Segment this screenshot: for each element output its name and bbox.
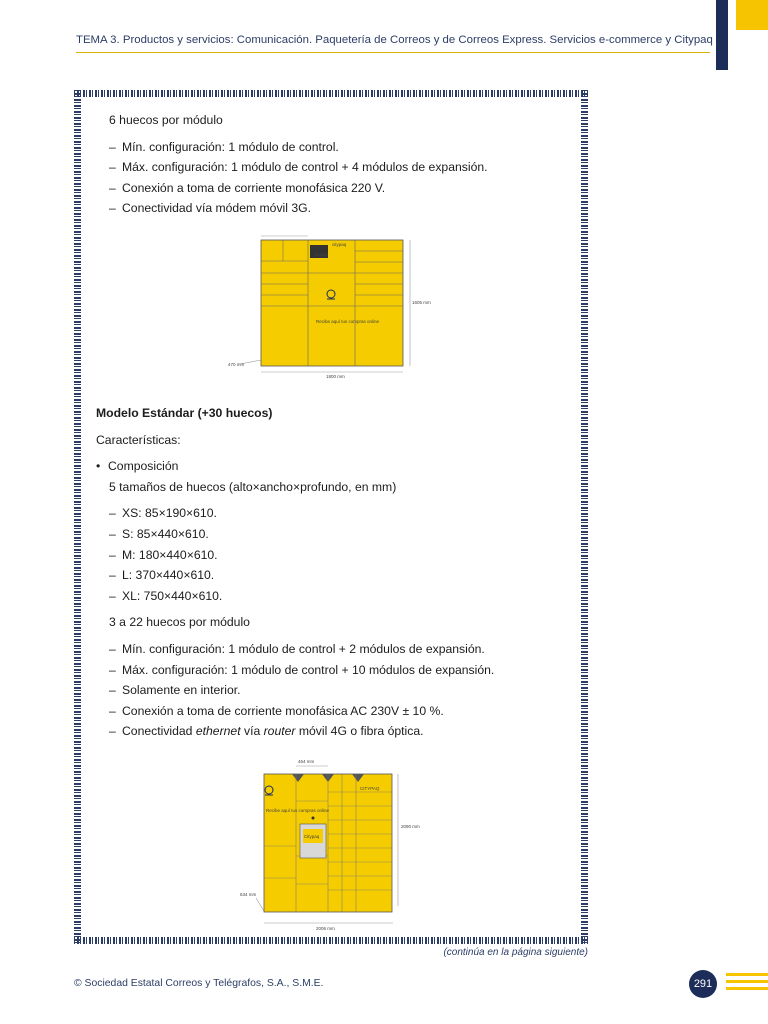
frame-edge-bottom	[74, 937, 588, 944]
list-item: – Máx. configuración: 1 módulo de control + 10 módulos de expansión.	[109, 662, 495, 677]
list-item: – Mín. configuración: 1 módulo de control.	[109, 139, 339, 154]
characteristics-label: Características:	[96, 432, 181, 447]
footer-copyright: © Sociedad Estatal Correos y Telégrafos, S.A., S.M.E.	[74, 978, 324, 989]
frame-edge-right	[581, 90, 588, 944]
screen-label: Citypaq	[304, 834, 320, 839]
depth-label: 470 mm	[228, 362, 245, 367]
width-label: 1800 mm	[326, 374, 345, 379]
width-label: 2006 mm	[316, 926, 335, 931]
list-item: – L: 370×440×610.	[109, 568, 215, 583]
footer-decoration	[726, 973, 768, 994]
list-item: – M: 180×440×610.	[109, 547, 218, 562]
locker-figure-standard	[238, 756, 438, 934]
list-item: – Máx. configuración: 1 módulo de control + 4 módulos de expansión.	[109, 160, 488, 175]
list-item: – Solamente en interior.	[109, 683, 241, 698]
brand-label: citypaq	[332, 242, 347, 247]
list-item: – Conectividad vía módem móvil 3G.	[109, 201, 311, 216]
corner-yellow-block	[736, 0, 768, 30]
height-label: 2090 mm	[401, 824, 420, 829]
connectivity-item: – Conectividad ethernet vía router móvil 4G o fibra óptica.	[109, 724, 424, 739]
list-item: – Mín. configuración: 1 módulo de control + 2 módulos de expansión.	[109, 641, 485, 656]
screen-label: citypaq	[314, 252, 329, 257]
locker-figure-small	[226, 228, 438, 380]
list-item: – XL: 750×440×610.	[109, 588, 223, 603]
page-number: 291	[689, 970, 717, 998]
holes-per-module-1: 6 huecos por módulo	[109, 113, 223, 127]
corner-navy-bar	[716, 0, 728, 70]
panel-text: Recibe aquí tus compras online	[266, 808, 330, 813]
list-item: – XS: 85×190×610.	[109, 506, 217, 521]
list-item: – Conexión a toma de corriente monofásica 220 V.	[109, 180, 386, 195]
panel-text: Recibe aquí tus compras online	[316, 319, 380, 324]
depth-label: 634 mm	[240, 892, 257, 897]
list-item: – Conexión a toma de corriente monofásica AC 230V ± 10 %.	[109, 703, 444, 718]
height-label: 1605 mm	[412, 300, 431, 305]
content-top	[96, 110, 576, 219]
top-dim-label: 464 mm	[298, 759, 315, 764]
sizes-intro: 5 tamaños de huecos (alto×ancho×profundo, en mm)	[109, 479, 397, 494]
running-header: TEMA 3. Productos y servicios: Comunicación. Paquetería de Correos y de Correos Express. Servicios e-commerce y Citypaq	[76, 34, 713, 46]
frame-edge-left	[74, 90, 81, 944]
content-middle	[96, 403, 576, 742]
composition-item: • Composición	[96, 459, 179, 474]
model-title: Modelo Estándar (+30 huecos)	[96, 406, 273, 420]
brand-label: CITYPAQ	[360, 786, 380, 791]
frame-edge-top	[74, 90, 588, 97]
continuation-note: (continúa en la página siguiente)	[443, 947, 588, 958]
header-rule	[76, 52, 710, 53]
holes-per-module-2: 3 a 22 huecos por módulo	[109, 615, 250, 630]
list-item: – S: 85×440×610.	[109, 526, 209, 541]
